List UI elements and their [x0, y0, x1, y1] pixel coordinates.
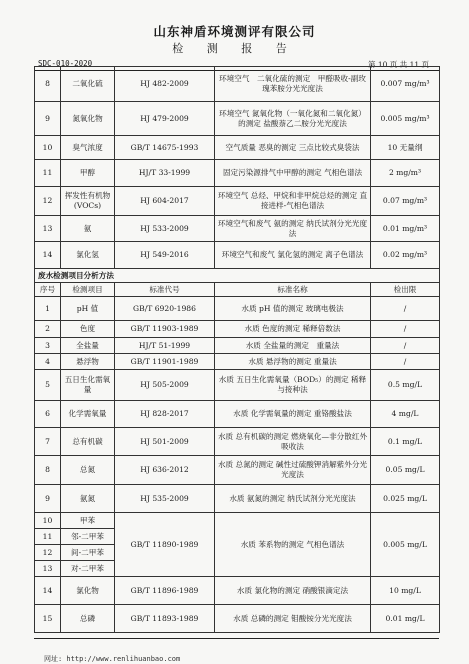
- website-footer: 网址: http://www.renlihuanbao.com: [44, 655, 181, 663]
- column-header-row: [35, 283, 440, 297]
- standard-name: 水质 色度的测定 稀释倍数法: [215, 321, 371, 338]
- standard-code: HJ 479-2009: [115, 102, 215, 136]
- method-table: [34, 66, 440, 633]
- table-row: [35, 456, 440, 485]
- standard-code: GB/T 14675-1993: [115, 136, 215, 160]
- standard-code: HJ 604-2017: [115, 187, 215, 216]
- row-number: 5: [35, 370, 61, 401]
- column-header: 检出限: [371, 283, 440, 297]
- detection-limit: 0.025 mg/L: [371, 485, 440, 513]
- table-row: [35, 577, 440, 605]
- company-name: 山东神盾环境测评有限公司: [153, 24, 316, 39]
- test-item: 氮氧化物: [61, 102, 115, 136]
- test-item: 二氧化硫: [61, 67, 115, 102]
- standard-name: 环境空气 氮氧化物（一氧化氮和二氧化氮）的测定 盐酸萘乙二胺分光光度法: [215, 102, 371, 136]
- table-row: [35, 370, 440, 401]
- table-row: [35, 102, 440, 136]
- row-number: 14: [35, 577, 61, 605]
- column-header: 检测项目: [61, 283, 115, 297]
- row-number: 3: [35, 338, 61, 354]
- standard-name: 水质 化学需氧量的测定 重铬酸盐法: [215, 401, 371, 428]
- detection-limit: 0.1 mg/L: [371, 428, 440, 456]
- detection-limit: 10 无量纲: [371, 136, 440, 160]
- standard-code: HJ/T 51-1999: [115, 338, 215, 354]
- table-row: [35, 297, 440, 321]
- test-item: 全盐量: [61, 338, 115, 354]
- table-row: [35, 321, 440, 338]
- standard-code: HJ 533-2009: [115, 216, 215, 242]
- standard-name: 水质 五日生化需氧量（BOD₅）的测定 稀释与接种法: [215, 370, 371, 401]
- detection-limit: 0.02 mg/m³: [371, 242, 440, 269]
- standard-code: HJ 482-2009: [115, 67, 215, 102]
- standard-name: 空气质量 恶臭的测定 三点比较式臭袋法: [215, 136, 371, 160]
- detection-limit: 0.01 mg/L: [371, 605, 440, 633]
- row-number: 13: [35, 216, 61, 242]
- detection-limit: 2 mg/m³: [371, 160, 440, 187]
- test-item: 氨氮: [61, 485, 115, 513]
- footer-rule: [34, 638, 439, 639]
- standard-name: 环境空气 二氧化硫的测定 甲醛吸收-副玫瑰苯胺分光光度法: [215, 67, 371, 102]
- standard-name: 环境空气 总烃、甲烷和非甲烷总烃的测定 直接进样-气相色谱法: [215, 187, 371, 216]
- row-number: 8: [35, 456, 61, 485]
- table-row: [35, 242, 440, 269]
- detection-limit: 0.07 mg/m³: [371, 187, 440, 216]
- table-row: [35, 160, 440, 187]
- standard-code: GB/T 11896-1989: [115, 577, 215, 605]
- row-number: 6: [35, 401, 61, 428]
- row-number: 8: [35, 67, 61, 102]
- table-row: [35, 67, 440, 102]
- detection-limit: 4 mg/L: [371, 401, 440, 428]
- row-number: 12: [35, 187, 61, 216]
- standard-name: 水质 苯系物的测定 气相色谱法: [215, 513, 371, 577]
- detection-limit: 0.05 mg/L: [371, 456, 440, 485]
- row-number: 12: [35, 545, 61, 561]
- detection-limit: /: [371, 321, 440, 338]
- standard-code: GB/T 11890-1989: [115, 513, 215, 577]
- row-number: 13: [35, 561, 61, 577]
- test-item: 总氮: [61, 456, 115, 485]
- row-number: 7: [35, 428, 61, 456]
- detection-limit: 0.007 mg/m³: [371, 67, 440, 102]
- standard-code: HJ 501-2009: [115, 428, 215, 456]
- row-number: 2: [35, 321, 61, 338]
- table-row: [35, 216, 440, 242]
- detection-limit: 0.5 mg/L: [371, 370, 440, 401]
- standard-name: 环境空气和废气 氯化氢的测定 离子色谱法: [215, 242, 371, 269]
- row-number: 4: [35, 354, 61, 370]
- standard-name: 水质 氯化物的测定 硝酸银滴定法: [215, 577, 371, 605]
- standard-name: 水质 总氮的测定 碱性过硫酸钾消解紫外分光光度法: [215, 456, 371, 485]
- standard-code: HJ 505-2009: [115, 370, 215, 401]
- row-number: 9: [35, 102, 61, 136]
- row-number: 11: [35, 529, 61, 545]
- row-number: 10: [35, 513, 61, 529]
- test-item: 对-二甲苯: [61, 561, 115, 577]
- column-header: 标准代号: [115, 283, 215, 297]
- test-item: 挥发性有机物(VOCs): [61, 187, 115, 216]
- standard-name: 水质 悬浮物的测定 重量法: [215, 354, 371, 370]
- page-indicator: 第 10 页 共 11 页: [367, 60, 429, 69]
- test-item: 总有机碳: [61, 428, 115, 456]
- test-item: 甲醇: [61, 160, 115, 187]
- test-item: 氯化物: [61, 577, 115, 605]
- standard-name: 水质 全盐量的测定 重量法: [215, 338, 371, 354]
- detection-limit: /: [371, 338, 440, 354]
- standard-code: HJ 828-2017: [115, 401, 215, 428]
- detection-limit: 10 mg/L: [371, 577, 440, 605]
- row-number: 15: [35, 605, 61, 633]
- table-row: [35, 187, 440, 216]
- standard-code: GB/T 6920-1986: [115, 297, 215, 321]
- test-item: 总磷: [61, 605, 115, 633]
- standard-name: 水质 总磷的测定 钼酸铵分光光度法: [215, 605, 371, 633]
- table-row: [35, 605, 440, 633]
- detection-limit: 0.005 mg/L: [371, 513, 440, 577]
- table-row: [35, 401, 440, 428]
- document-number: SDC-010-2020: [38, 59, 93, 68]
- report-title: 检 测 报 告: [172, 42, 297, 55]
- column-header: 序号: [35, 283, 61, 297]
- standard-code: GB/T 11903-1989: [115, 321, 215, 338]
- row-number: 9: [35, 485, 61, 513]
- standard-name: 固定污染源排气中甲醇的测定 气相色谱法: [215, 160, 371, 187]
- detection-limit: 0.01 mg/m³: [371, 216, 440, 242]
- test-item: 邻-二甲苯: [61, 529, 115, 545]
- standard-code: HJ 636-2012: [115, 456, 215, 485]
- test-item: 色度: [61, 321, 115, 338]
- test-item: pH 值: [61, 297, 115, 321]
- standard-code: GB/T 11893-1989: [115, 605, 215, 633]
- section-header-row: [35, 269, 440, 283]
- table-row: [35, 136, 440, 160]
- row-number: 14: [35, 242, 61, 269]
- standard-code: GB/T 11901-1989: [115, 354, 215, 370]
- standard-code: HJ 535-2009: [115, 485, 215, 513]
- standard-name: 水质 氨氮的测定 纳氏试剂分光光度法: [215, 485, 371, 513]
- table-row: [35, 338, 440, 354]
- test-item: 甲苯: [61, 513, 115, 529]
- detection-limit: /: [371, 297, 440, 321]
- standard-name: 水质 pH 值的测定 玻璃电极法: [215, 297, 371, 321]
- standard-name: 环境空气和废气 氨的测定 纳氏试剂分光光度法: [215, 216, 371, 242]
- standard-name: 水质 总有机碳的测定 燃烧氧化—非分散红外吸收法: [215, 428, 371, 456]
- table-row: [35, 354, 440, 370]
- table-row: [35, 513, 440, 529]
- test-item: 臭气浓度: [61, 136, 115, 160]
- table-row: [35, 428, 440, 456]
- detection-limit: /: [371, 354, 440, 370]
- standard-code: HJ 549-2016: [115, 242, 215, 269]
- table-row: [35, 485, 440, 513]
- row-number: 1: [35, 297, 61, 321]
- column-header: 标准名称: [215, 283, 371, 297]
- section-title: 废水检测项目分析方法: [35, 269, 440, 283]
- test-item: 化学需氧量: [61, 401, 115, 428]
- row-number: 10: [35, 136, 61, 160]
- test-item: 五日生化需氧量: [61, 370, 115, 401]
- detection-limit: 0.005 mg/m³: [371, 102, 440, 136]
- test-item: 间-二甲苯: [61, 545, 115, 561]
- test-item: 氯化氢: [61, 242, 115, 269]
- standard-code: HJ/T 33-1999: [115, 160, 215, 187]
- test-item: 悬浮物: [61, 354, 115, 370]
- row-number: 11: [35, 160, 61, 187]
- test-item: 氨: [61, 216, 115, 242]
